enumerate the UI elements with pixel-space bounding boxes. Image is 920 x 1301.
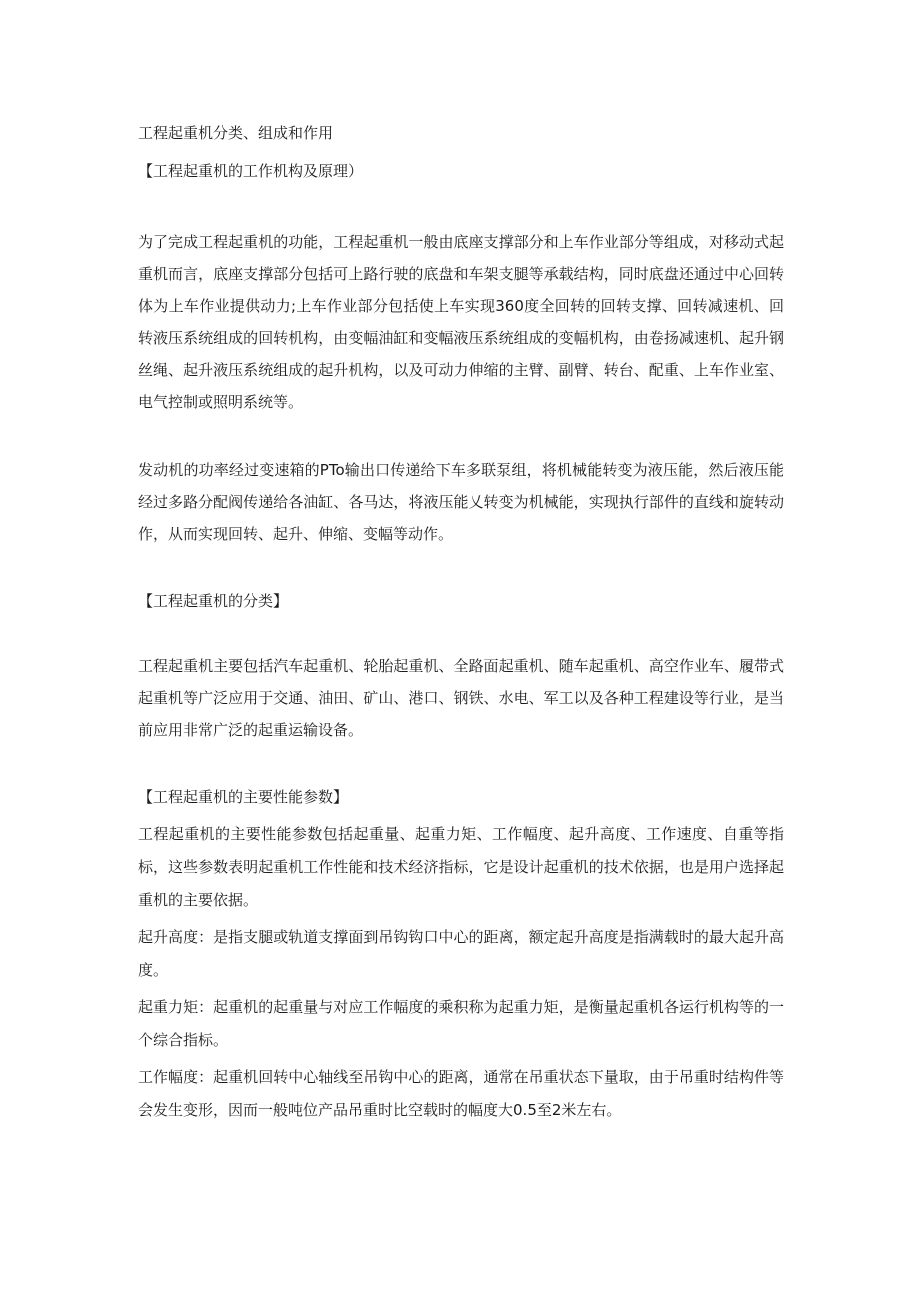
spacer <box>138 746 784 782</box>
paragraph-working-radius: 工作幅度：起重机回转中心轴线至吊钩中心的距离，通常在吊重状态下量取，由于吊重时结构件等会发生变形，因而一般吨位产品吊重时比空载时的幅度大0.5至2米左右。 <box>138 1068 784 1119</box>
document-title: 工程起重机分类、组成和作用 <box>138 124 334 142</box>
document-body <box>138 118 784 1127</box>
section-heading-mechanism: 【工程起重机的工作机构及原理） <box>138 162 364 180</box>
paragraph-classification: 工程起重机主要包括汽车起重机、轮胎起重机、全路面起重机、随车起重机、高空作业车、履带式起重机等广泛应用于交通、油田、矿山、港口、钢铁、水电、军工以及各种工程建设等行业，是当前应用非常广泛的起重运输设备。 <box>138 657 784 739</box>
section-heading-parameters: 【工程起重机的主要性能参数】 <box>138 788 349 806</box>
paragraph-parameters: 工程起重机的主要性能参数包括起重量、起重力矩、工作幅度、起升高度、工作速度、自重等指标，这些参数表明起重机工作性能和技术经济指标，它是设计起重机的技术依据，也是用户选择起重机的主要依据。 <box>138 825 784 909</box>
section-heading-classification: 【工程起重机的分类】 <box>138 592 289 610</box>
paragraph-power-transmission: 发动机的功率经过变速箱的PTo输出口传递给下车多联泵组，将机械能转变为液压能，然后液压能经过多路分配阀传递给各油缸、各马达，将液压能乂转变为机械能，实现执行部件的直线和旋转动作，从而实现回转、起升、伸缩、变幅等动作。 <box>138 461 784 543</box>
spacer <box>138 148 784 156</box>
spacer <box>138 550 784 586</box>
spacer <box>138 418 784 454</box>
spacer <box>138 616 784 650</box>
spacer <box>138 186 784 226</box>
paragraph-lift-height: 起升高度：是指支腿或轨道支撑面到吊钩钩口中心的距离，额定起升高度是指满载时的最大起升高度。 <box>138 928 784 979</box>
paragraph-composition: 为了完成工程起重机的功能，工程起重机一般由底座支撑部分和上车作业部分等组成，对移动式起重机而言，底座支撑部分包括可上路行驶的底盘和车架支腿等承载结构，同时底盘还通过中心回转体为上车作业提供动力;上车作业部分包括使上车实现360度全回转的回转支撑、回转减速机、回转液压系统组成的回转机构，由变幅油缸和变幅液压系统组成的变幅机构，由卷扬减速机、起升钢丝绳、起升液压系统组成的起升机构，以及可动力伸缩的主臂、副臂、转台、配重、上车作业室、电气控制或照明系统等。 <box>138 233 784 411</box>
paragraph-lifting-torque: 起重力矩：起重机的起重量与对应工作幅度的乘积称为起重力矩，是衡量起重机各运行机构等的一个综合指标。 <box>138 998 784 1049</box>
